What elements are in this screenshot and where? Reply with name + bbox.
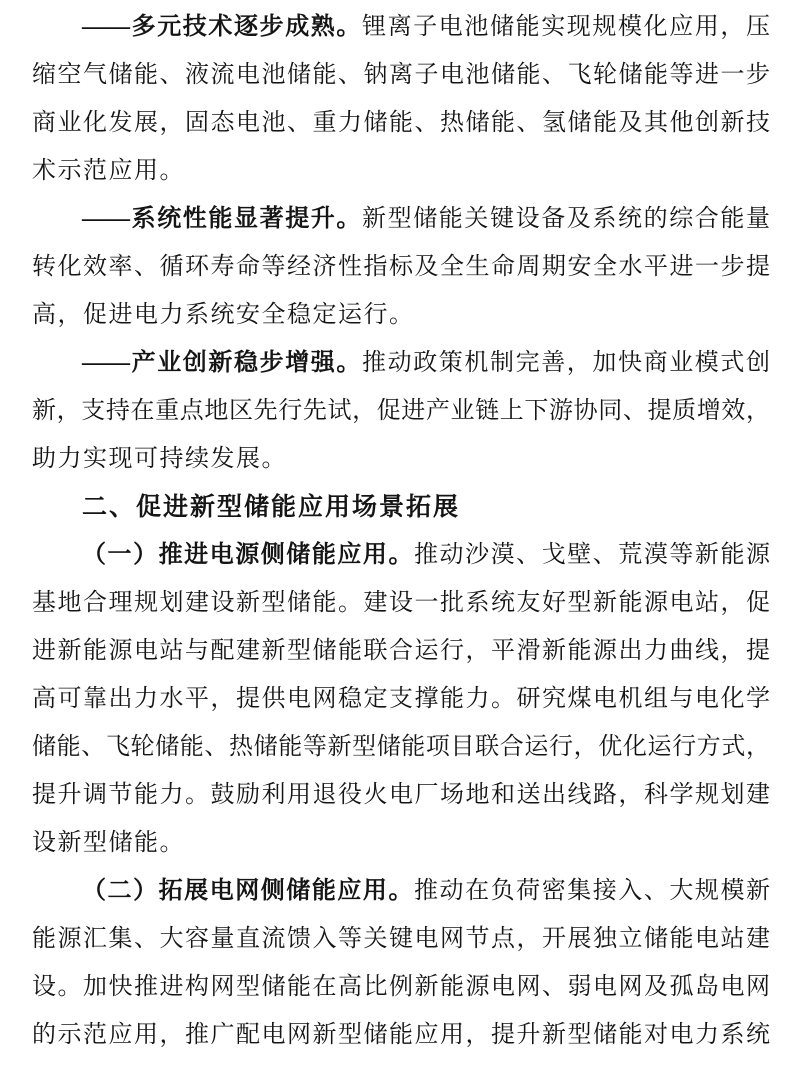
text-line <box>32 387 770 435</box>
lead-in-text: ——系统性能显著提升。 <box>82 206 362 232</box>
body-text: 储能、飞轮储能、热储能等新型储能项目联合运行，优化运行方式， <box>32 734 770 760</box>
body-text: 新，支持在重点地区先行先试，促进产业链上下游协同、提质增效， <box>32 398 770 424</box>
body-text: 设新型储能。 <box>32 830 185 856</box>
body-text: 新型储能关键设备及系统的综合能量 <box>362 206 770 232</box>
body-text: 推动政策机制完善，加快商业模式创 <box>362 350 770 376</box>
section-heading-line <box>32 483 770 531</box>
body-text: 高可靠出力水平，提供电网稳定支撑能力。研究煤电机组与电化学 <box>32 686 770 712</box>
text-line <box>32 195 770 243</box>
text-line <box>32 435 770 483</box>
body-text: 助力实现可持续发展。 <box>32 446 287 472</box>
text-line <box>32 675 770 723</box>
lead-in-text: ——多元技术逐步成熟。 <box>82 14 362 40</box>
text-line <box>32 867 770 915</box>
text-line <box>32 915 770 963</box>
text-line <box>32 243 770 291</box>
body-text: 术示范应用。 <box>32 158 185 184</box>
body-text: 能源汇集、大容量直流馈入等关键电网节点，开展独立储能电站建 <box>32 926 770 952</box>
text-line <box>32 819 770 867</box>
body-text: 推动沙漠、戈壁、荒漠等新能源 <box>414 542 770 568</box>
text-line <box>32 579 770 627</box>
text-line <box>32 1011 770 1059</box>
text-line <box>32 963 770 1011</box>
lead-in-text: （二）拓展电网侧储能应用。 <box>82 878 414 904</box>
text-line <box>32 99 770 147</box>
body-text: 推动在负荷密集接入、大规模新 <box>414 878 770 904</box>
body-text: 设。加快推进构网型储能在高比例新能源电网、弱电网及孤岛电网 <box>32 974 770 1000</box>
text-line <box>32 339 770 387</box>
text-line <box>32 771 770 819</box>
text-line <box>32 723 770 771</box>
text-line <box>32 3 770 51</box>
text-line <box>32 51 770 99</box>
lead-in-text: （一）推进电源侧储能应用。 <box>82 542 414 568</box>
body-text: 的示范应用，推广配电网新型储能应用，提升新型储能对电力系统 <box>32 1022 770 1048</box>
text-line <box>32 291 770 339</box>
body-text: 锂离子电池储能实现规模化应用，压 <box>362 14 770 40</box>
body-text: 提升调节能力。鼓励利用退役火电厂场地和送出线路，科学规划建 <box>32 782 770 808</box>
section-heading-text: 二、促进新型储能应用场景拓展 <box>82 493 461 521</box>
body-text: 进新能源电站与配建新型储能联合运行，平滑新能源出力曲线，提 <box>32 638 770 664</box>
body-text: 商业化发展，固态电池、重力储能、热储能、氢储能及其他创新技 <box>32 110 770 136</box>
body-text: 转化效率、循环寿命等经济性指标及全生命周期安全水平进一步提 <box>32 254 770 280</box>
body-text: 基地合理规划建设新型储能。建设一批系统友好型新能源电站，促 <box>32 590 770 616</box>
text-line <box>32 531 770 579</box>
text-line <box>32 147 770 195</box>
text-line <box>32 627 770 675</box>
body-text: 缩空气储能、液流电池储能、钠离子电池储能、飞轮储能等进一步 <box>32 62 770 88</box>
body-text: 高，促进电力系统安全稳定运行。 <box>32 302 415 328</box>
lead-in-text: ——产业创新稳步增强。 <box>82 350 362 376</box>
